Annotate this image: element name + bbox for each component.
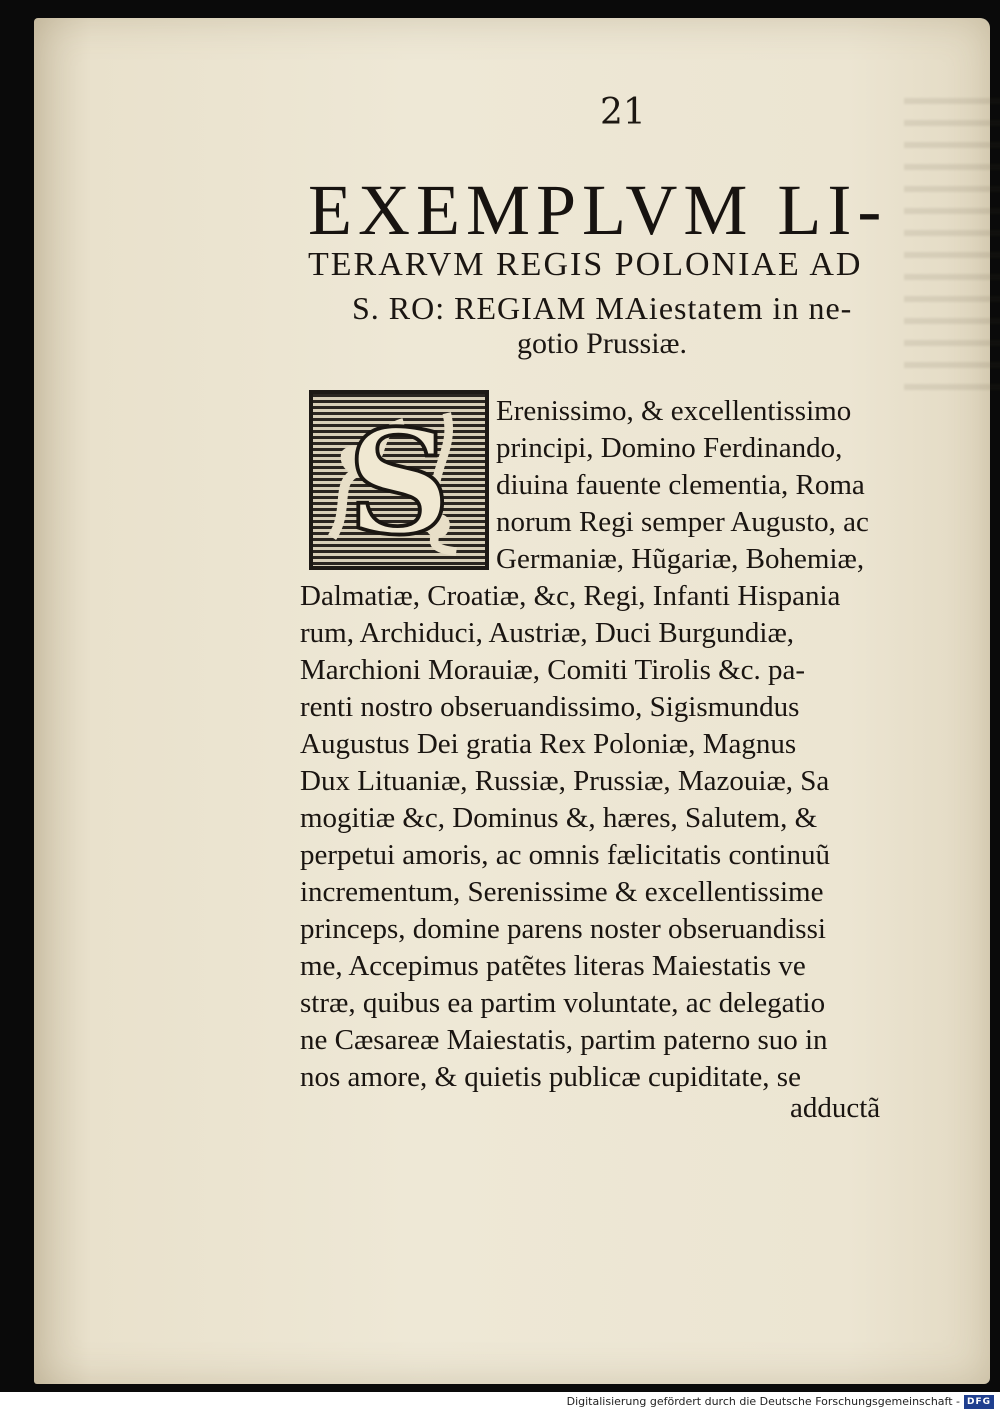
body-line: Augustus Dei gratia Rex Poloniæ, Magnus: [300, 728, 797, 760]
decorated-initial: [309, 390, 489, 570]
body-line: norum Regi semper Augusto, ac: [496, 506, 869, 538]
body-line: Marchioni Morauiæ, Comiti Tirolis &c. pa-: [300, 654, 806, 686]
body-line: princeps, domine parens noster obseruandissi: [300, 913, 826, 945]
body-line: rum, Archiduci, Austriæ, Duci Burgundiæ,: [300, 617, 795, 649]
body-line: renti nostro obseruandissimo, Sigismundus: [300, 691, 800, 723]
woodcut-ornament-icon: [313, 394, 485, 566]
initial-letter: S: [347, 397, 451, 566]
body-line: Germaniæ, Hũgariæ, Bohemiæ,: [496, 543, 865, 575]
body-line: incrementum, Serenissime & excellentissime: [300, 876, 824, 908]
body-line: nos amore, & quietis publicæ cupiditate, se: [300, 1061, 801, 1093]
show-through-text: [904, 98, 1000, 398]
title-main: EXEMPLVM LI-: [308, 170, 888, 250]
footer-bar: [0, 1392, 1000, 1413]
body-line: ne Cæsareæ Maiestatis, partim paterno suo in: [300, 1024, 828, 1056]
catchword: adductã: [790, 1092, 881, 1124]
body-line: mogitiæ &c, Dominus &, hæres, Salutem, &: [300, 802, 818, 834]
title-line-3: S. RO: REGIAM MAiestatem in ne-: [352, 290, 853, 326]
body-line: me, Accepimus patẽtes literas Maiestatis ve: [300, 950, 806, 982]
page-number: 21: [600, 92, 646, 133]
body-line: perpetui amoris, ac omnis fælicitatis continuũ: [300, 839, 830, 871]
body-line: Dalmatiæ, Croatiæ, &c, Regi, Infanti Hispania: [300, 580, 841, 612]
body-line: stræ, quibus ea partim voluntate, ac delegatio: [300, 987, 826, 1019]
title-line-2: TERARVM REGIS POLONIAE AD: [308, 246, 863, 283]
body-line: Dux Lituaniæ, Russiæ, Prussiæ, Mazouiæ, Sa: [300, 765, 830, 797]
dfg-logo-icon: DFG: [964, 1395, 994, 1409]
body-line: principi, Domino Ferdinando,: [496, 432, 843, 464]
footer-credit: Digitalisierung gefördert durch die Deutsche Forschungsgemeinschaft -: [566, 1395, 960, 1408]
body-line: Erenissimo, & excellentissimo: [496, 395, 852, 427]
body-line: diuina fauente clementia, Roma: [496, 469, 865, 501]
title-line-4: gotio Prussiæ.: [517, 327, 688, 360]
